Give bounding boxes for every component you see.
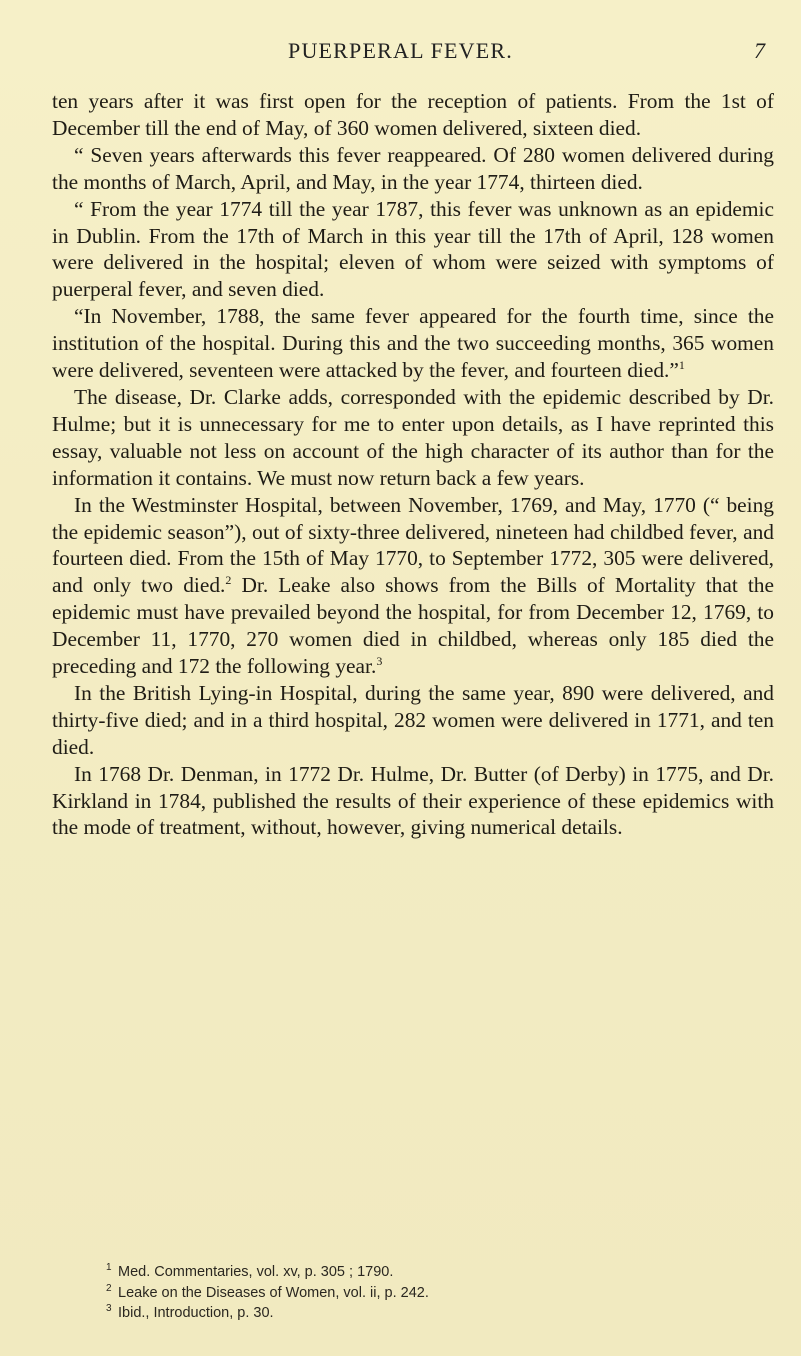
body-text — [52, 88, 774, 841]
footnote-ref: 3 — [376, 653, 383, 668]
paragraph: ten years after it was first open for the reception of patients. From the 1st of December till the end of May, of 360 women delivered, sixteen died. — [52, 89, 774, 140]
footnote-ref: 1 — [678, 357, 685, 372]
page-header — [0, 38, 801, 68]
paragraph: “In November, 1788, the same fever appeared for the fourth time, since the institution of the hospital. During this and the two succeeding months, 365 women were delivered, seventeen were attacked by the fever, and fourteen died.”$^1$ — [52, 304, 774, 383]
footnotes — [0, 1262, 801, 1324]
footnote-mark: 1 — [106, 1262, 112, 1273]
footnote — [0, 1303, 801, 1324]
paragraph: “ From the year 1774 till the year 1787, this fever was unknown as an epidemic in Dublin. From the 17th of March in this year till the 17th of April, 128 women were delivered in the hospital; eleven of whom were seized with symptoms of puerperal fever, and seven died. — [52, 196, 774, 302]
paragraph: In the Westminster Hospital, between November, 1769, and May, 1770 (“ being the epidemic season”), out of sixty-three delivered, nineteen had childbed fever, and fourteen died. From the 15th of May 1770, to September 1772, 305 were delivered, and only two died.$^2$ Dr. Leake also shows from the Bills of Mortality that the epidemic must have prevailed beyond the hospital, for from December 12, 1769, to December 11, 1770, 270 women died in childbed, whereas only 185 died the preceding and 172 the following year.$^3$ — [52, 492, 774, 679]
paragraph: The disease, Dr. Clarke adds, corresponded with the epidemic described by Dr. Hulme; but it is unnecessary for me to enter upon details, as I have reprinted this essay, valuable not less on account of the high character of its author than for the information it contains. We must now return back a few years. — [52, 384, 774, 490]
page-number: 7 — [754, 38, 765, 63]
running-title: PUERPERAL FEVER. — [288, 38, 513, 63]
paragraph: “ Seven years afterwards this fever reappeared. Of 280 women delivered during the months of March, April, and May, in the year 1774, thirteen died. — [52, 142, 774, 194]
footnote-text: Med. Commentaries, vol. xv, p. 305 ; 1790. — [118, 1264, 394, 1280]
paragraph: In the British Lying-in Hospital, during the same year, 890 were delivered, and thirty-five died; and in a third hospital, 282 women were delivered in 1771, and ten died. — [52, 680, 774, 759]
footnote-ref: 2 — [225, 573, 232, 588]
footnote-text: Leake on the Diseases of Women, vol. ii, p. 242. — [118, 1284, 429, 1301]
footnote — [0, 1262, 801, 1283]
footnote-mark: 2 — [106, 1282, 112, 1294]
paragraph: In 1768 Dr. Denman, in 1772 Dr. Hulme, Dr. Butter (of Derby) in 1775, and Dr. Kirkland in 1784, published the results of their experience of these epidemics with the mode of treatment, without, however, giving numerical details. — [52, 761, 774, 840]
footnote-mark: 3 — [106, 1303, 112, 1314]
footnote-text: Ibid., Introduction, p. 30. — [118, 1305, 274, 1321]
footnote — [0, 1283, 801, 1304]
